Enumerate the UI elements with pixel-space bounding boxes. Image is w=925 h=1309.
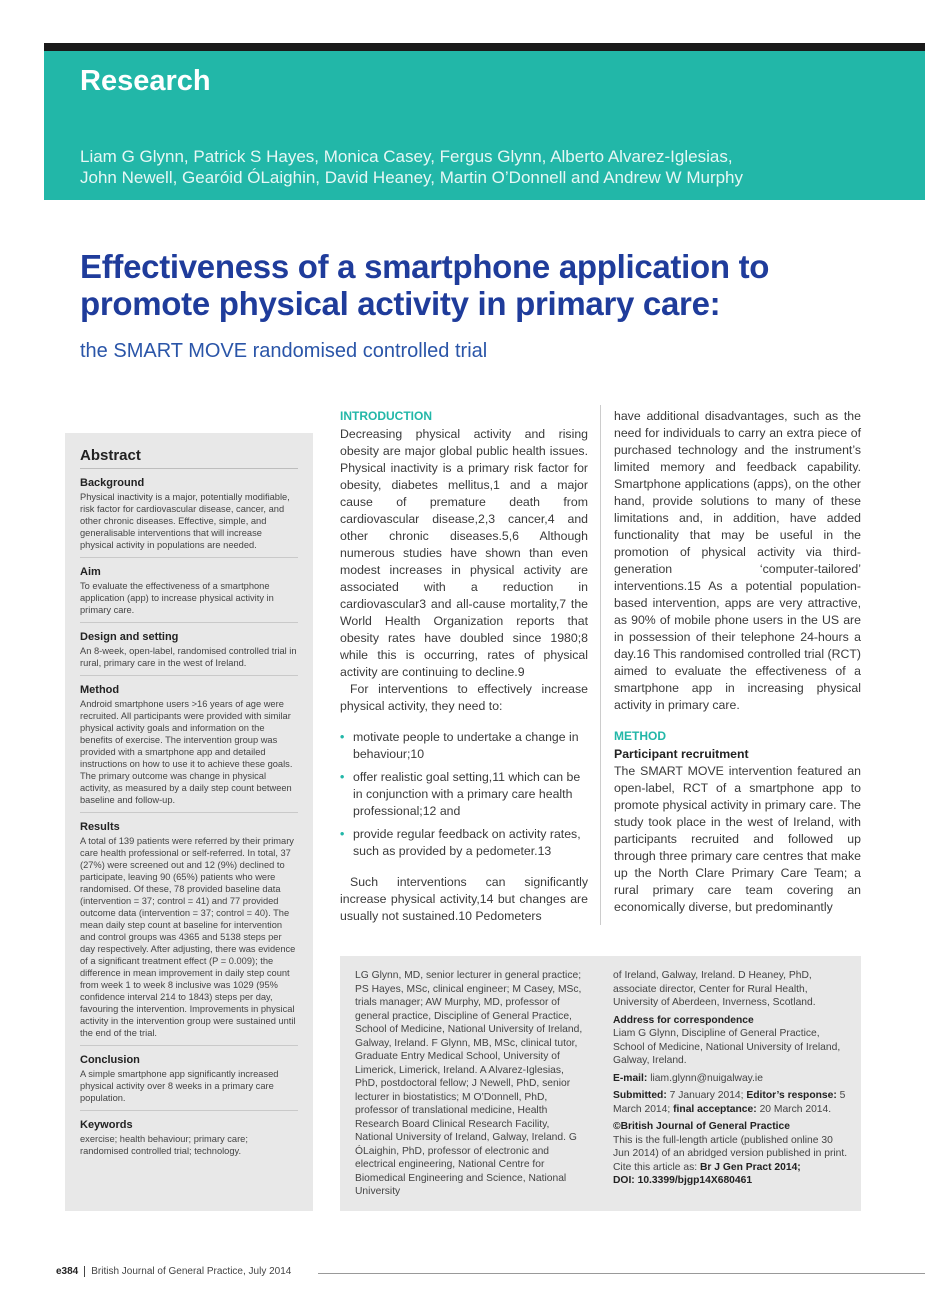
section-label: Research bbox=[80, 65, 211, 97]
bullet-icon: • bbox=[340, 770, 345, 784]
author-info-box bbox=[340, 956, 861, 1211]
introduction-column bbox=[340, 408, 588, 925]
abstract-section-title: Method bbox=[80, 684, 120, 696]
abstract-section-text: A simple smartphone app significantly increased physical activity over 8 weeks in a primary care population. bbox=[80, 1069, 279, 1103]
author-affiliations: LG Glynn, MD, senior lecturer in general practice; PS Hayes, MSc, clinical engineer; M Casey, MSc, trials manager; AW Murphy, MD, professor of general practice, Discipline of General Practice, School of Medicine, National University of Ireland, Galway, Ireland. F Glynn, MB, MSc, clinical tutor, Graduate Entry Medical School, University of Limerick, Limerick, Ireland. A Alvarez-Iglesias, PhD, postdoctoral fellow; J Newell, PhD, senior lecturer in biostatistics; M O’Donnell, PhD, professor of translational medicine, Health Research Board Clinical Research Facility, National University of Ireland, Galway, Ireland. G ÓLaighin, PhD, professor of electronic and electrical engineering, National Centre for Biomedical Engineering and Science, National University bbox=[355, 970, 583, 1197]
article-subtitle: the SMART MOVE randomised controlled trial bbox=[80, 340, 488, 362]
abstract-section-title: Background bbox=[80, 477, 145, 489]
abstract-section-text: exercise; health behaviour; primary care; randomised controlled trial; technology. bbox=[80, 1134, 248, 1156]
abstract-section-title: Keywords bbox=[80, 1119, 133, 1131]
abstract-section-text: To evaluate the effectiveness of a smartphone application (app) to increase physical activity in primary care. bbox=[80, 581, 274, 615]
abstract-section-text: Physical inactivity is a major, potentially modifiable, risk factor for cardiovascular disease, cancer, and other chronic diseases. Effective, simple, and generalisable interventions that will increase physical activity in populations are needed. bbox=[80, 492, 290, 550]
page-number: e384 bbox=[56, 1266, 85, 1277]
abstract-results bbox=[80, 821, 298, 1046]
intro-paragraph-2: For interventions to effectively increase physical activity, they need to: bbox=[340, 682, 588, 713]
title-line-1: Effectiveness of a smartphone application to bbox=[80, 248, 770, 285]
abstract-conclusion bbox=[80, 1054, 298, 1111]
abstract-design bbox=[80, 631, 298, 676]
list-item: • offer realistic goal setting,11 which can be in conjunction with a primary care health professional;12 and bbox=[340, 770, 581, 818]
list-item: • provide regular feedback on activity rates, such as provided by a pedometer.13 bbox=[340, 827, 581, 858]
author-list bbox=[80, 146, 910, 188]
list-item: • motivate people to undertake a change in behaviour;10 bbox=[340, 730, 579, 761]
abstract-keywords bbox=[80, 1119, 298, 1163]
abstract-section-text: An 8-week, open-label, randomised controlled trial in rural, primary care in the west of Ireland. bbox=[80, 646, 297, 668]
right-column bbox=[614, 408, 861, 916]
top-rule bbox=[44, 43, 925, 51]
abstract-box bbox=[65, 433, 313, 1211]
citation-note: This is the full-length article (published online 30 Jun 2014) of an abridged version published in print. Cite this article as: Br J Gen Pract 2014; bbox=[613, 1134, 848, 1173]
method-heading: METHOD bbox=[614, 729, 666, 743]
abstract-method bbox=[80, 684, 298, 813]
copyright-notice: ©British Journal of General Practice bbox=[613, 1121, 790, 1132]
intro-bullet-list bbox=[340, 729, 588, 860]
abstract-section-title: Conclusion bbox=[80, 1054, 140, 1066]
article-title bbox=[80, 248, 880, 322]
page-footer bbox=[56, 1266, 291, 1277]
abstract-section-title: Results bbox=[80, 821, 120, 833]
doi-link[interactable]: DOI: 10.3399/bjgp14X680461 bbox=[613, 1175, 753, 1186]
abstract-section-title: Design and setting bbox=[80, 631, 179, 643]
abstract-heading: Abstract bbox=[80, 447, 298, 469]
abstract-section-title: Aim bbox=[80, 566, 101, 578]
abstract-background bbox=[80, 477, 298, 558]
abstract-aim bbox=[80, 566, 298, 623]
right-paragraph-1: have additional disadvantages, such as the need for individuals to carry an extra piece of purchased technology and the instrument’s limited memory and feedback capability. Smartphone applications (apps), on the other hand, provide solutions to many of these limitations and, in addition, have added functionality that may be useful in the promotion of physical activity via third-generation ‘computer-tailored’ interventions.15 As a potential population-based intervention, apps are very attractive, as 90% of mobile phone users in the US are in possession of their telephone 24-hours a day.16 This randomised controlled trial (RCT) aimed to evaluate the effectiveness of a smartphone app in increasing physical activity in primary care. bbox=[614, 409, 861, 712]
authors-line-2: John Newell, Gearóid ÓLaighin, David Heaney, Martin O’Donnell and Andrew W Murphy bbox=[80, 168, 744, 187]
journal-issue: British Journal of General Practice, July 2014 bbox=[91, 1266, 292, 1277]
abstract-section-text: A total of 139 patients were referred by their primary care health professional or self-referred. In total, 37 (27%) were screened out and 12 (9%) declined to participate, leaving 90 (65%) patients who were randomised. Of these, 78 provided baseline data (intervention = 37; control = 41) and 77 provided outcome data (intervention = 37; control = 40). The mean daily step count at baseline for intervention and control groups was 4365 and 5138 steps per day respectively. After adjusting, there was evidence of a significant treatment effect (P = 0.009); the difference in mean improvement in daily step count from week 1 to week 8 inclusive was 1029 (95% confidence interval 214 to 1843) steps per day, favouring the intervention. Improvements in physical activity in the intervention group were sustained until the end of the trial. bbox=[80, 836, 296, 1038]
recruitment-heading: Participant recruitment bbox=[614, 747, 749, 761]
column-divider bbox=[600, 405, 601, 925]
bullet-icon: • bbox=[340, 827, 345, 841]
affiliations-continued: of Ireland, Galway, Ireland. D Heaney, PhD, associate director, Center for Rural Health, University of Aberdeen, Inverness, Scotland. bbox=[613, 970, 816, 1008]
intro-paragraph-3: Such interventions can significantly increase physical activity,14 but changes are usually not sustained.10 Pedometers bbox=[340, 875, 588, 923]
correspondence-address: Liam G Glynn, Discipline of General Practice, School of Medicine, National University of Ireland, Galway, Ireland. bbox=[613, 1028, 841, 1066]
email-line: E-mail: liam.glynn@nuigalway.ie bbox=[613, 1072, 763, 1084]
title-line-2: promote physical activity in primary care: bbox=[80, 285, 721, 322]
abstract-section-text: Android smartphone users >16 years of age were recruited. All participants were provided with similar physical activity goals and information on the benefits of exercise. The intervention group was provided with a smartphone app and detailed instructions on how to use it to achieve these goals. The primary outcome was change in physical activity, as measured by a daily step count between baseline and follow-up. bbox=[80, 699, 293, 805]
research-banner bbox=[44, 51, 925, 200]
bullet-icon: • bbox=[340, 730, 345, 744]
correspondence-label: Address for correspondence bbox=[613, 1014, 754, 1026]
footer-rule bbox=[318, 1273, 925, 1274]
correspondence-info bbox=[613, 969, 851, 1188]
right-paragraph-2: The SMART MOVE intervention featured an open-label, RCT of a smartphone app to promote physical activity in primary care. The study took place in the west of Ireland, with participants recruited and followed up through three primary care centres that make up the North Clare Primary Care Team; a rural primary care team covering an economically diverse, but predominantly bbox=[614, 764, 861, 914]
email-link[interactable]: liam.glynn@nuigalway.ie bbox=[650, 1072, 763, 1084]
introduction-heading: INTRODUCTION bbox=[340, 409, 432, 423]
submission-dates: Submitted: 7 January 2014; Editor’s response: 5 March 2014; final acceptance: 20 March 2014. bbox=[613, 1090, 846, 1115]
authors-line-1: Liam G Glynn, Patrick S Hayes, Monica Casey, Fergus Glynn, Alberto Alvarez-Iglesias, bbox=[80, 147, 733, 166]
intro-paragraph-1: Decreasing physical activity and rising obesity are major global public health issues. Physical inactivity is a primary risk factor for obesity, diabetes mellitus,1 and a major cause of premature death from cardiovascular disease,2,3 cancer,4 and other chronic diseases.5,6 Although numerous studies have shown than even modest increases in physical activity are associated with a reduction in cardiovascular3 and all-cause mortality,7 the World Health Organization reports that obesity rates have doubled since 1980;8 while this is occurring, rates of physical activity are continuing to decline.9 bbox=[340, 427, 588, 679]
